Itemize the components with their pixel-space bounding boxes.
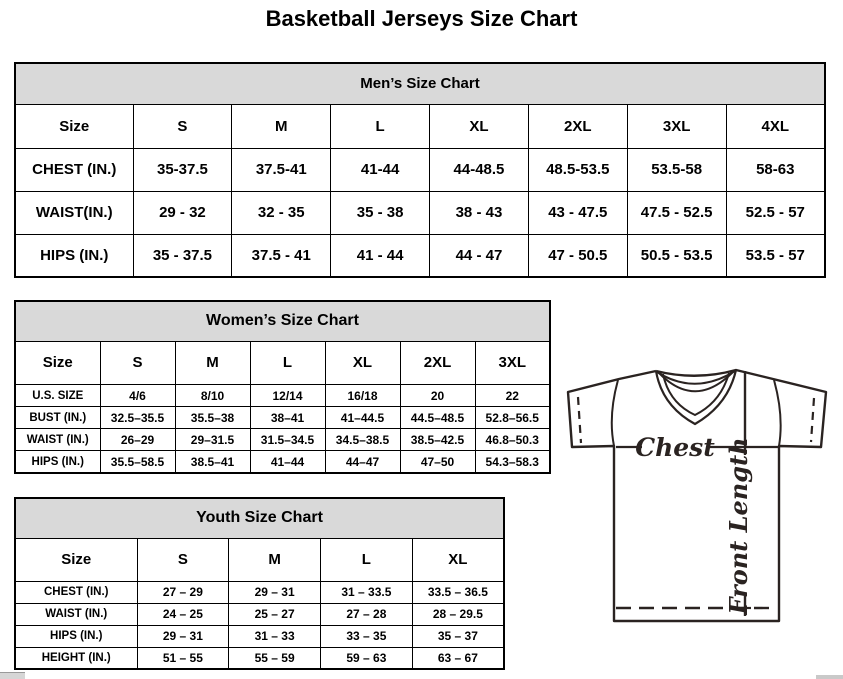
table-caption: Men’s Size Chart <box>15 63 825 104</box>
row-label: WAIST (IN.) <box>15 603 137 625</box>
table-caption: Youth Size Chart <box>15 498 504 538</box>
size-cell: 50.5 - 53.5 <box>627 234 726 277</box>
column-header: L <box>250 341 325 384</box>
column-header: 3XL <box>475 341 550 384</box>
size-cell: 27 – 28 <box>321 603 413 625</box>
size-cell: 26–29 <box>100 429 175 451</box>
column-header: M <box>232 104 331 148</box>
size-cell: 29 – 31 <box>137 625 229 647</box>
column-header: Size <box>15 341 100 384</box>
size-cell: 16/18 <box>325 384 400 406</box>
size-cell: 59 – 63 <box>321 647 413 669</box>
column-header: 2XL <box>528 104 627 148</box>
size-cell: 41 - 44 <box>331 234 430 277</box>
size-cell: 35-37.5 <box>133 148 232 191</box>
row-label: HIPS (IN.) <box>15 234 133 277</box>
size-cell: 8/10 <box>175 384 250 406</box>
size-cell: 31 – 33 <box>229 625 321 647</box>
table-row <box>15 384 550 406</box>
size-cell: 31.5–34.5 <box>250 429 325 451</box>
column-header: 4XL <box>726 104 825 148</box>
row-label: CHEST (IN.) <box>15 148 133 191</box>
size-cell: 51 – 55 <box>137 647 229 669</box>
womens-table <box>14 300 551 474</box>
column-header: Size <box>15 104 133 148</box>
mens-size-chart <box>14 62 826 275</box>
size-cell: 22 <box>475 384 550 406</box>
size-cell: 37.5 - 41 <box>232 234 331 277</box>
size-cell: 20 <box>400 384 475 406</box>
armhole-seam-right <box>774 380 781 446</box>
chest-label: Chest <box>635 433 715 462</box>
size-cell: 38–41 <box>250 407 325 429</box>
jersey-body-outline <box>568 370 826 621</box>
column-header: Size <box>15 538 137 581</box>
row-label: U.S. SIZE <box>15 384 100 406</box>
size-cell: 38.5–42.5 <box>400 429 475 451</box>
size-cell: 32 - 35 <box>232 191 331 234</box>
jersey-diagram <box>556 358 843 628</box>
row-label: WAIST (IN.) <box>15 429 100 451</box>
size-cell: 43 - 47.5 <box>528 191 627 234</box>
cuff-dashed-right <box>811 398 814 442</box>
size-cell: 27 – 29 <box>137 581 229 603</box>
scrollbar-fragment-bottom-right[interactable] <box>816 675 843 679</box>
column-header: L <box>331 104 430 148</box>
table-row <box>15 407 550 429</box>
size-cell: 47 - 50.5 <box>528 234 627 277</box>
size-cell: 29 - 32 <box>133 191 232 234</box>
size-cell: 44 - 47 <box>430 234 529 277</box>
column-header: 2XL <box>400 341 475 384</box>
scrollbar-fragment-bottom-left[interactable] <box>0 672 25 679</box>
armhole-seam-left <box>612 380 618 446</box>
size-cell: 25 – 27 <box>229 603 321 625</box>
size-cell: 33 – 35 <box>321 625 413 647</box>
size-cell: 52.8–56.5 <box>475 407 550 429</box>
column-header: M <box>229 538 321 581</box>
size-cell: 53.5 - 57 <box>726 234 825 277</box>
row-label: HIPS (IN.) <box>15 625 137 647</box>
size-cell: 35 - 38 <box>331 191 430 234</box>
size-cell: 12/14 <box>250 384 325 406</box>
size-cell: 41-44 <box>331 148 430 191</box>
size-cell: 38.5–41 <box>175 451 250 473</box>
size-cell: 29 – 31 <box>229 581 321 603</box>
size-cell: 34.5–38.5 <box>325 429 400 451</box>
size-cell: 35.5–38 <box>175 407 250 429</box>
size-cell: 63 – 67 <box>412 647 504 669</box>
column-header: XL <box>325 341 400 384</box>
size-cell: 53.5-58 <box>627 148 726 191</box>
column-header: L <box>321 538 413 581</box>
size-cell: 44.5–48.5 <box>400 407 475 429</box>
size-cell: 55 – 59 <box>229 647 321 669</box>
size-cell: 35 - 37.5 <box>133 234 232 277</box>
cuff-dashed-left <box>578 397 581 443</box>
table-row <box>15 625 504 647</box>
row-label: CHEST (IN.) <box>15 581 137 603</box>
youth-table <box>14 497 505 670</box>
front-length-label: Front Length <box>724 437 753 615</box>
size-cell: 32.5–35.5 <box>100 407 175 429</box>
table-row <box>15 234 825 277</box>
womens-size-chart <box>14 300 551 474</box>
column-header: XL <box>430 104 529 148</box>
size-cell: 52.5 - 57 <box>726 191 825 234</box>
size-cell: 46.8–50.3 <box>475 429 550 451</box>
size-cell: 35.5–58.5 <box>100 451 175 473</box>
table-row <box>15 451 550 473</box>
mens-table <box>14 62 826 278</box>
jersey-outline-svg <box>556 358 843 628</box>
size-cell: 44-48.5 <box>430 148 529 191</box>
size-cell: 38 - 43 <box>430 191 529 234</box>
size-cell: 37.5-41 <box>232 148 331 191</box>
size-cell: 48.5-53.5 <box>528 148 627 191</box>
row-label: BUST (IN.) <box>15 407 100 429</box>
youth-size-chart <box>14 497 505 669</box>
row-label: WAIST(IN.) <box>15 191 133 234</box>
page-title: Basketball Jerseys Size Chart <box>265 6 578 31</box>
size-cell: 33.5 – 36.5 <box>412 581 504 603</box>
size-cell: 41–44.5 <box>325 407 400 429</box>
size-cell: 47–50 <box>400 451 475 473</box>
size-cell: 58-63 <box>726 148 825 191</box>
size-cell: 31 – 33.5 <box>321 581 413 603</box>
size-cell: 4/6 <box>100 384 175 406</box>
table-caption: Women’s Size Chart <box>15 301 550 341</box>
column-header: 3XL <box>627 104 726 148</box>
row-label: HEIGHT (IN.) <box>15 647 137 669</box>
size-cell: 24 – 25 <box>137 603 229 625</box>
size-cell: 54.3–58.3 <box>475 451 550 473</box>
column-header: M <box>175 341 250 384</box>
column-header: S <box>137 538 229 581</box>
table-row <box>15 148 825 191</box>
column-header: S <box>100 341 175 384</box>
size-cell: 28 – 29.5 <box>412 603 504 625</box>
column-header: S <box>133 104 232 148</box>
column-header: XL <box>412 538 504 581</box>
size-cell: 47.5 - 52.5 <box>627 191 726 234</box>
table-row <box>15 603 504 625</box>
size-cell: 44–47 <box>325 451 400 473</box>
size-cell: 29–31.5 <box>175 429 250 451</box>
row-label: HIPS (IN.) <box>15 451 100 473</box>
size-cell: 41–44 <box>250 451 325 473</box>
table-row <box>15 647 504 669</box>
table-row <box>15 191 825 234</box>
table-row <box>15 581 504 603</box>
size-cell: 35 – 37 <box>412 625 504 647</box>
table-row <box>15 429 550 451</box>
